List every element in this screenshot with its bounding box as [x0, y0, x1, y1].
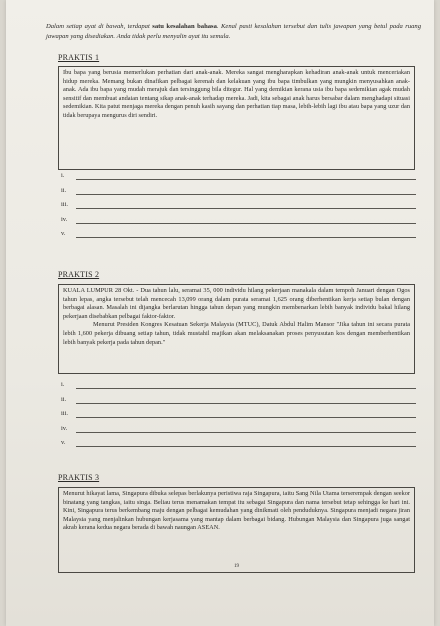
answer-rule — [76, 432, 416, 433]
answer-rule — [76, 194, 416, 195]
answer-rule — [76, 417, 416, 418]
answer-number: iii. — [61, 410, 69, 418]
passage-paragraph: Menurut hikayat lama, Singapura dibuka selepas berlakunya peristiwa raja Singapura, iaitu Sang Nila Utama terserempak dengan seekor binatang yang tangkas, iaitu singa. Beliau terus menamakan tempat itu sebagai Singapura dan nama tersebut tetap sehingga ke hari ini. Kini, Singapura terus berkembang maju dengan pelbagai kemudahan yang dinikmati oleh penduduknya. Singapura menjadi negara jiran Malaysia yang menjalinkan hubungan kerjasama yang mantap dalam berbagai bidang. Hubungan Malaysia dan Singapura juga sangat akrab kerana kedua negara berada di bawah naungan ASEAN. — [63, 490, 410, 532]
section-heading: PRAKTIS 3 — [58, 473, 100, 482]
worksheet-page — [6, 0, 434, 626]
passage-box — [58, 284, 415, 374]
answer-rule — [76, 388, 416, 389]
answer-number: v. — [61, 439, 66, 447]
answer-line[interactable] — [58, 439, 416, 454]
answer-rule — [76, 403, 416, 404]
instructions-text-2: . Kenal pasti kesalahan tersebut dan tulis jawapan yang betul pada ruang jawapan yang disediakan. Anda tidak perlu menyalin ayat itu semula. — [46, 23, 422, 40]
answer-number: ii. — [61, 186, 67, 194]
passage-paragraph: Menurut Presiden Kongres Kesatuan Sekerja Malaysia (MTUC), Datuk Abdul Halim Mansor "Jika tahun ini secara purata lebih 1,600 pekerja dibuang setiap tahun, tidak mustahil majikan akan melaksanakan proses penyusutan kos dengan memberhentikan lebih banyak pekerja pada tahun depan." — [63, 321, 410, 346]
answer-rule — [76, 223, 416, 224]
answer-rule — [76, 208, 416, 209]
passage-paragraph: KUALA LUMPUR 28 Okt. - Dua tahun lalu, seramai 35, 000 individu hilang pekerjaan manakala dalam tempoh Januari dengan Ogos tahun lepas, angka tersebut telah mencecah 13,099 orang dalam purata seramai 1,625 orang diberhentikan kerja setiap bulan dengan berbagai alasan. Masalah ini dijangka berlarutan hingga tahun depan yang mungkin membenarkan lebih banyak individu bakal hilang pekerjaan disebabkan pelbagai faktor-faktor. — [63, 287, 410, 320]
answer-number: v. — [61, 230, 66, 238]
answer-lines — [58, 172, 416, 245]
answer-line[interactable] — [58, 187, 416, 202]
answer-line[interactable] — [58, 172, 416, 187]
answer-lines — [58, 381, 416, 454]
answer-line[interactable] — [58, 396, 416, 411]
page-number: 19 — [234, 564, 239, 570]
passage-paragraph: Ibu bapa yang berusia memerlukan perhatian dari anak-anak. Mereka sangat mengharapkan kehadiran anak-anak untuk menceriakan hidup mereka. Memang bukan dinafikan pelbagai kerenah dan kelakuan yang ibu bapa timbulkan yang mungkin menyusahkan anak-anak. Ada ibu bapa yang mudah merajuk dan tersinggung bila ditegur. Hal yang demikian kerana usia ibu bapa sedemikian agak mudah sensitif dan membuat andaian tentang sikap anak-anak terhadap mereka. Jadi, kita sebagai anak harus bersabar dalam menghadapi situasi sedemikian. Kita patut menjaga mereka dengan penuh kasih sayang dan perhatian tiap masa, lebih-lebih lagi ibu atau bapa yang uzur dan tidak berupaya mengurus diri sendiri. — [63, 69, 410, 119]
answer-number: iii. — [61, 201, 69, 209]
answer-number: ii. — [61, 395, 67, 403]
passage-box — [58, 487, 415, 573]
instructions-text-1: Dalam setiap ayat di bawah, terdapat — [46, 23, 153, 30]
passage-box — [58, 66, 415, 170]
answer-line[interactable] — [58, 410, 416, 425]
answer-line[interactable] — [58, 201, 416, 216]
answer-line[interactable] — [58, 216, 416, 231]
section-heading: PRAKTIS 1 — [58, 53, 100, 62]
section-heading: PRAKTIS 2 — [58, 270, 100, 279]
answer-rule — [76, 179, 416, 180]
answer-rule — [76, 237, 416, 238]
answer-number: i. — [61, 381, 65, 388]
answer-number: iv. — [61, 215, 68, 223]
answer-number: iv. — [61, 424, 68, 432]
answer-line[interactable] — [58, 230, 416, 245]
answer-line[interactable] — [58, 425, 416, 440]
answer-rule — [76, 446, 416, 447]
answer-number: i. — [61, 172, 65, 179]
instructions — [46, 22, 421, 41]
answer-line[interactable] — [58, 381, 416, 396]
instructions-bold: satu kesalahan bahasa — [152, 23, 217, 30]
